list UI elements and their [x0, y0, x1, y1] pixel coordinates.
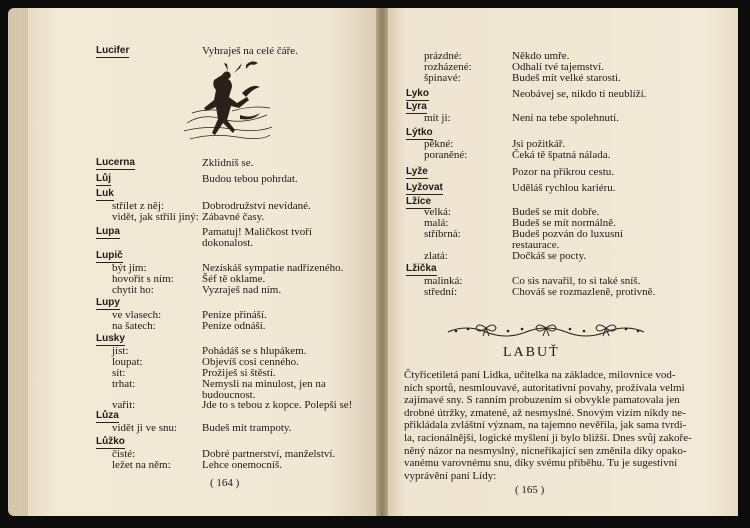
sub-entry: sít: [112, 367, 126, 379]
meaning: Dobré partnerství, manželství. [202, 448, 336, 460]
sub-entry: pěkné: [424, 138, 454, 150]
headword: Lusky [96, 333, 125, 344]
headword: Lžička [406, 263, 437, 274]
headword: Lupič [96, 250, 123, 261]
meaning: Budeš se mít dobře. [512, 206, 600, 218]
meaning: Neobávej se, nikdo ti neublíží. [512, 88, 647, 100]
headword: Lupa [96, 226, 120, 237]
sub-entry: prázdné: [424, 50, 462, 62]
sub-entry: malinká: [424, 275, 463, 287]
sub-entry: hovořit s ním: [112, 273, 174, 285]
story-paragraph [404, 369, 692, 482]
meaning: Pamatuj! Maličkost tvoří [202, 226, 312, 238]
headword: Lyko [406, 88, 429, 99]
story-line: drobné útržky, zmatené, až nesmyslné. Snovým vizím nikdy ne- [404, 406, 686, 419]
story-line: la, racionálnější, logické myšlení jí bylo bližší. Dnes svůj zakoře- [404, 431, 692, 444]
meaning: dokonalost. [202, 237, 254, 249]
story-line: vanému varovnému snu, díky svému příběhu. Tu je sugestivní [404, 457, 678, 470]
sub-entry: loupat: [112, 356, 143, 368]
sub-entry: mít ji: [424, 112, 451, 124]
headword: Luk [96, 188, 114, 199]
sub-entry: střílet z něj: [112, 200, 164, 212]
meaning: Peníze odnáší. [202, 320, 266, 332]
headword: Lyžovat [406, 182, 443, 193]
meaning: Šéf tě oklame. [202, 273, 266, 285]
meaning: Čeká tě špatná nálada. [512, 149, 611, 161]
meaning: budoucnost. [202, 389, 256, 401]
headword: Lůza [96, 410, 119, 421]
meaning: Prožiješ si štěstí. [202, 367, 276, 379]
headword: Lžíce [406, 196, 432, 207]
sub-entry: stříbrná: [424, 228, 461, 240]
meaning: Budou tebou pohrdat. [202, 173, 298, 185]
meaning: Vyhraješ na celé čáře. [202, 45, 298, 57]
page-number-right: ( 165 ) [515, 484, 545, 496]
meaning: Jde to s tebou z kopce. Polepši se! [202, 399, 353, 411]
meaning: Vyzraješ nad ním. [202, 284, 282, 296]
sub-entry: být jím: [112, 262, 147, 274]
meaning: Pozor na příkrou cestu. [512, 166, 615, 178]
sub-entry: chytit ho: [112, 284, 154, 296]
headword: Lůžko [96, 436, 125, 447]
headword: Lucifer [96, 45, 130, 56]
sub-entry: zlatá: [424, 250, 448, 262]
sub-entry: ve vlasech: [112, 309, 162, 321]
sub-entry: střední: [424, 286, 457, 298]
headword: Lůj [96, 173, 111, 184]
meaning: Pohádáš se s hlupákem. [202, 345, 307, 357]
sub-entry: rozházené: [424, 61, 472, 73]
meaning: Lehce onemocníš. [202, 459, 283, 471]
sub-entry: vidět, jak střílí jiný: [112, 211, 199, 223]
story-title: LABUŤ [503, 345, 560, 360]
meaning: restaurace. [512, 239, 560, 251]
sub-entry: poraněné: [424, 149, 468, 161]
headword: Lucerna [96, 157, 135, 168]
meaning: Chováš se rozmazleně, protivně. [512, 286, 656, 298]
meaning: Nezískáš sympatie nadřízeného. [202, 262, 344, 274]
story-line: zajímavé sny. S ranním probuzením si obvykle pamatovala jen [404, 394, 680, 407]
sub-entry: malá: [424, 217, 449, 229]
meaning: Objevíš cosi cenného. [202, 356, 299, 368]
headword: Lyra [406, 101, 427, 112]
sub-entry: na šatech: [112, 320, 156, 332]
story-line: vyprávění paní Lídy: [404, 469, 497, 482]
story-line: přikládala zvláštní význam, na tajemno nevěřila, jak sama tvrdi- [404, 419, 687, 432]
meaning: Budeš pozván do luxusní [512, 228, 623, 240]
sub-entry: jíst: [112, 345, 129, 357]
meaning: Budeš se mít normálně. [512, 217, 616, 229]
sub-entry: špinavé: [424, 72, 461, 84]
meaning: Zklidníš se. [202, 157, 254, 169]
headword: Lupy [96, 297, 120, 308]
sub-entry: trhat: [112, 378, 136, 390]
bow-ornament [446, 320, 646, 338]
sub-entry: velká: [424, 206, 451, 218]
meaning: Co sis navařil, to si také sníš. [512, 275, 641, 287]
meaning: Nemysli na minulost, jen na [202, 378, 326, 390]
meaning: Někdo umře. [512, 50, 570, 62]
meaning: Budeš mít trampoty. [202, 422, 292, 434]
headword: Lýtko [406, 127, 433, 138]
meaning: Dočkáš se pocty. [512, 250, 587, 262]
meaning: Budeš mít velké starosti. [512, 72, 621, 84]
sub-entry: ležet na něm: [112, 459, 171, 471]
book-gutter [376, 8, 388, 516]
meaning: Dobrodružství nevídané. [202, 200, 311, 212]
sub-entry: vidět ji ve snu: [112, 422, 178, 434]
headword: Lyže [406, 166, 428, 177]
meaning: Jsi požitkář. [512, 138, 566, 150]
meaning: Není na tebe spolehnutí. [512, 112, 619, 124]
story-line: Čtyřicetiletá paní Lidka, učitelka na základce, milovnice vod- [404, 369, 676, 381]
meaning: Peníze přináší. [202, 309, 267, 321]
page-number-left: ( 164 ) [210, 477, 240, 489]
sub-entry: vařit: [112, 399, 136, 411]
sub-entry: čisté: [112, 448, 136, 460]
story-line: něný názor na nesmyslný, nicneříkající sen změnila díky opako- [404, 444, 687, 457]
meaning: Uděláš rychlou kariéru. [512, 182, 616, 194]
story-line: ních sportů, nesmlouvavé, autoritativní povahy, prožívala velmi [404, 381, 685, 394]
meaning: Odhalí tvé tajemství. [512, 61, 604, 73]
devil-illustration [182, 53, 274, 151]
meaning: Zábavné časy. [202, 211, 265, 223]
